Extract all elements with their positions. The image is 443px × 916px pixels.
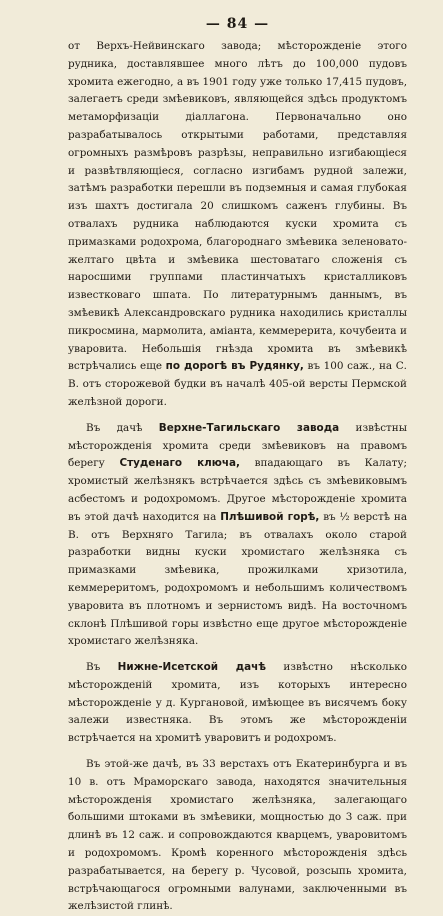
emphasis-studeny-klyuch: Студенаго ключа, [119,457,240,470]
paragraph-2-text-b: извѣстны мѣсторожденія хромита среди змѣевиковъ на правомъ берегу [68,421,407,470]
emphasis-pleshivaya-gora: Плѣшивой горѣ, [220,510,320,523]
paragraph-gap [68,748,407,756]
paragraph-1 [68,38,407,412]
paragraph-1-text: от Верхъ-Нейвинскаго завода; мѣсторожденіе этого рудника, доставлявшее много лѣтъ до 100,000 пудовъ хромита ежегодно, а въ 1901 году уже только 17,415 пудовъ, залегаетъ среди змѣевиковъ, являющейся здѣсь продуктомъ метаморфизаціи діаллагона. Первоначально оно разрабатывалось открытыми работами, представляя огромныхъ размѣровъ разрѣзы, неправильно изгибающіеся и развѣтвляющіеся, согласно изгибамъ рудной залежи, затѣмъ разработки перешли въ подземныя и самая глубокая изъ шахтъ достигала 20 слишкомъ саженъ глубины. Въ отвалахъ рудника наблюдаются куски хромита съ примазками родохрома, благороднаго змѣевика зеленовато-желтаго цвѣта и змѣевика шестоватаго сложенія съ наросшими группами пластинчатыхъ кристалликовъ известковаго шпата. По литературнымъ даннымъ, въ змѣевикѣ Александровскаго рудника находились кристаллы пикросмина, мармолита, аміанта, кеммерерита, кочубеита и уваровита. Небольшія гнѣзда хромита въ змѣевикѣ встрѣчались еще [68,40,407,373]
paragraph-2-text-c: впадающаго въ Калату; хромистый желѣзнякъ встрѣчается здѣсь съ змѣевиковымъ асбестомъ и родохромомъ. Другое мѣсторожденіе хромита въ этой дачѣ находится на [68,457,408,523]
emphasis-nizhne-iset: Нижне-Исетской дачѣ [117,661,266,674]
paragraph-3 [68,659,407,748]
emphasis-rudyanka-road: по дорогѣ въ Рудянку, [165,360,304,373]
paragraph-3-text-a: Въ [86,661,101,674]
page-number: — 84 — [205,16,270,32]
document-body [68,38,407,916]
paragraph-2 [68,420,407,651]
paragraph-2-text-d: въ ½ верстѣ на В. отъ Верхняго Тагила; въ отвалахъ около старой разработки видны куски хромистаго желѣзняка съ примазками змѣевика, прожилками хризотила, кеммереритомъ, родохромомъ и небольшимъ количествомъ уваровита въ плотномъ и зернистомъ видѣ. На восточномъ склонѣ Плѣшивой горы извѣстно еще другое мѣсторожденіе хромистаго желѣзняка. [68,510,408,648]
paragraph-2-text-a: Въ дачѣ [86,421,143,434]
paragraph-3-text-b: извѣстно нѣсколько мѣсторожденій хромита, изъ которыхъ интересно мѣсторожденіе у д. Кургановой, имѣющее въ висячемъ боку залежи известняка. Въ этомъ же мѣсторожденіи встрѣчается на хромитѣ уваровитъ и родохромъ. [68,661,407,745]
paragraph-1-end: въ 100 саж., на С. В. отъ сторожевой будки въ началѣ 405-ой версты Пермской желѣзной дороги. [68,360,407,408]
paragraph-4: Въ этой-же дачѣ, въ 33 верстахъ отъ Екатеринбурга и въ 10 в. отъ Мраморскаго завода, находятся значительныя мѣсторожденія хромистаго желѣзняка, залегающаго большими штоками въ змѣевики, мощностью до 3 саж. при длинѣ въ 12 саж. и сопровождаются кварцемъ, уваровитомъ и родохромомъ. Кромѣ коренного мѣсторожденія здѣсь разрабатывается, на берегу р. Чусовой, розсыпь хромита, встрѣчающагося огромными валунами, заключенными въ желѣзистой глинѣ. [68,758,407,913]
paragraph-gap [68,651,407,659]
emphasis-verkhne-tagil: Верхне-Тагильскаго завода [158,421,340,434]
paragraph-gap [68,412,407,420]
